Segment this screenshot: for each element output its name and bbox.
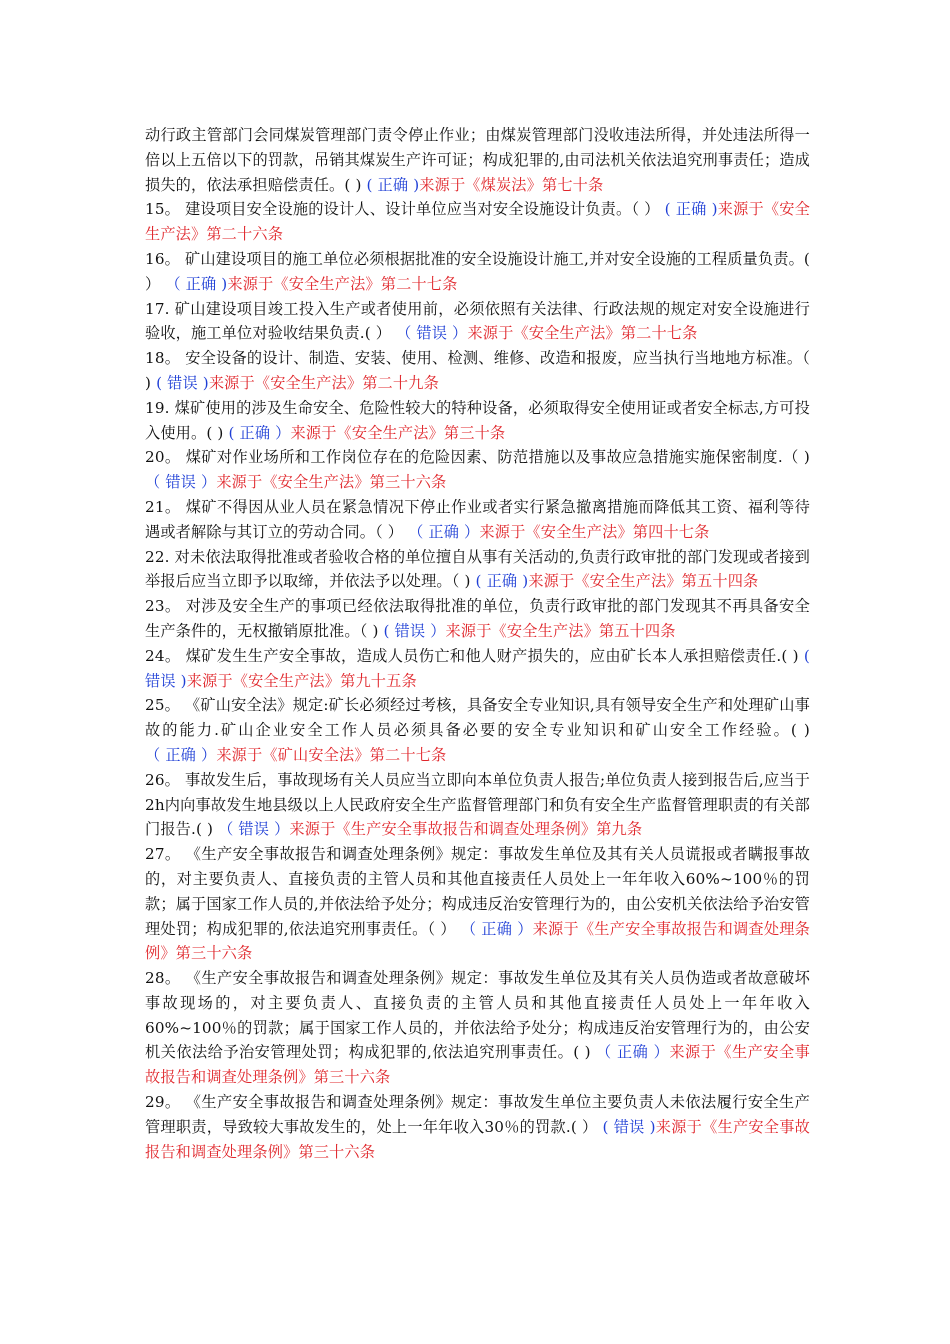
item-number: 26。	[145, 770, 181, 789]
item-number: 25。	[145, 696, 181, 715]
answer-label: （ 错误 ）	[218, 820, 290, 839]
source-citation: 来源于《生产安全事故报告和调查处理条例》第九条	[289, 820, 643, 839]
item-text: 煤矿发生生产安全事故，造成人员伤亡和他人财产损失的，应由矿长本人承担赔偿责任.( )	[180, 646, 804, 665]
source-citation: 来源于《安全生产法》第二十九条	[208, 373, 439, 392]
list-item	[145, 545, 810, 595]
item-text: 《生产安全事故报告和调查处理条例》规定：事故发生单位及其有关人员谎报或者瞒报事故的，对主要负责人、直接负责的主管人员和其他直接责任人员处上一年年收入60%~100％的罚款；属于国家工作人员的,并依法给予处分；构成违反治安管理行为的，由公安机关依法给予治安管理处罚；构成犯罪的,依法追究刑事责任。（ ）	[145, 845, 810, 938]
list-item	[145, 966, 810, 1090]
item-number: 24。	[145, 646, 181, 665]
source-citation: 来源于《安全生产法》第三十条	[290, 423, 506, 442]
answer-label: ( 正确 ）	[228, 423, 291, 442]
list-item	[145, 396, 810, 446]
item-number: 23。	[145, 597, 181, 616]
source-citation: 来源于《生产安全事故报告和调查处理条例》第三十六条	[145, 1117, 811, 1161]
source-citation: 来源于《生产安全事故报告和调查处理条例》第三十六条	[145, 919, 810, 963]
item-number: 28。	[145, 969, 181, 988]
item-number: 20。	[145, 448, 181, 467]
item-number: 17.	[145, 299, 170, 318]
item-text: 矿山建设项目竣工投入生产或者使用前，必须依照有关法律、行政法规的规定对安全设施进行验收，施工单位对验收结果负责.( ）	[145, 299, 810, 343]
list-item	[145, 495, 810, 545]
item-number: 18。	[145, 349, 181, 368]
item-number: 21。	[145, 497, 181, 516]
item-text: 《生产安全事故报告和调查处理条例》规定：事故发生单位主要负责人未依法履行安全生产管理职责，导致较大事故发生的，处上一年年收入30％的罚款.( ）	[145, 1093, 810, 1136]
source-citation: 来源于《安全生产法》第九十五条	[186, 671, 417, 690]
list-item	[145, 197, 810, 247]
list-item	[145, 768, 810, 842]
item-text: 对未依法取得批准或者验收合格的单位擅自从事有关活动的,负责行政审批的部门发现或者接到举报后应当立即予以取缔，并依法予以处理。（ )	[145, 547, 810, 591]
answer-label: ( 错误 )	[156, 373, 209, 392]
source-citation: 来源于《安全生产法》第二十六条	[145, 200, 811, 244]
source-citation: 来源于《矿山安全法》第二十七条	[216, 745, 447, 764]
item-text: 矿山建设项目的施工单位必须根据批准的安全设施设计施工,并对安全设施的工程质量负责。( ）	[145, 249, 811, 293]
list-item	[145, 644, 810, 694]
document-page	[145, 123, 810, 1164]
list-item	[145, 247, 810, 297]
item-text: 《生产安全事故报告和调查处理条例》规定：事故发生单位及其有关人员伪造或者故意破坏事故现场的，对主要负责人、直接负责的主管人员和其他直接责任人员处上一年年收入60%~100％的罚款；属于国家工作人员的，并依法给予处分；构成违反治安管理行为的，由公安机关依法给予治安管理处罚；构成犯罪的,依法追究刑事责任。( )	[145, 969, 810, 1062]
answer-label: ( 正确 )	[475, 572, 529, 591]
item-number: 16。	[145, 249, 180, 268]
item-text: 安全设备的设计、制造、安装、使用、检测、维修、改造和报废，应当执行当地地方标准。（ )	[145, 349, 810, 392]
list-item	[145, 594, 810, 644]
item-text: 建设项目安全设施的设计人、设计单位应当对安全设施设计负责。（ ）	[180, 200, 665, 219]
item-text: 煤矿不得因从业人员在紧急情况下停止作业或者实行紧急撤离措施而降低其工资、福利等待遇或者解除与其订立的劳动合同。（ ）	[145, 497, 810, 541]
answer-label: （ 错误 ）	[396, 324, 468, 343]
item-number: 29。	[145, 1093, 181, 1112]
item-text: 对涉及安全生产的事项已经依法取得批准的单位，负责行政审批的部门发现其不再具备安全生产条件的，无权撤销原批准。（ )	[145, 597, 810, 640]
item-text: 《矿山安全法》规定:矿长必须经过考核，具备安全专业知识,具有领导安全生产和处理矿山事故的能力.矿山企业安全工作人员必须具备必要的安全专业知识和矿山安全工作经验。( )	[145, 696, 810, 740]
answer-label: ( 正确 )	[366, 175, 420, 194]
list-item	[145, 1090, 810, 1164]
list-item	[145, 346, 810, 396]
item-number: 27。	[145, 845, 181, 864]
list-item	[145, 445, 810, 495]
list-item	[145, 693, 810, 767]
source-citation: 来源于《煤炭法》第七十条	[419, 175, 604, 194]
item-number: 15。	[145, 200, 181, 219]
item-number: 22.	[145, 547, 170, 566]
answer-label: ( 错误 )	[602, 1117, 656, 1136]
answer-label: ( 错误 )	[145, 646, 810, 690]
list-item	[145, 123, 810, 197]
source-citation: 来源于《安全生产法》第四十七条	[479, 522, 710, 541]
source-citation: 来源于《安全生产法》第三十六条	[216, 473, 447, 492]
answer-label: ( 错误 ）	[383, 621, 446, 640]
answer-label: （ 正确 ）	[145, 745, 217, 764]
answer-label: （ 正确 ）	[596, 1043, 670, 1062]
item-text: 煤矿对作业场所和工作岗位存在的危险因素、防范措施以及事故应急措施实施保密制度.（ )	[180, 448, 811, 467]
source-citation: 来源于《安全生产法》第五十四条	[445, 621, 676, 640]
source-citation: 来源于《安全生产法》第二十七条	[467, 324, 698, 343]
answer-label: （ 正确 ）	[460, 919, 533, 938]
list-item	[145, 297, 810, 347]
answer-label: （ 正确 )	[165, 274, 228, 293]
source-citation: 来源于《安全生产法》第二十七条	[227, 274, 458, 293]
list-item	[145, 842, 810, 966]
answer-label: ( 正确 )	[664, 200, 718, 219]
answer-label: （ 正确 ）	[408, 522, 480, 541]
item-text: 事故发生后，事故现场有关人员应当立即向本单位负责人报告;单位负责人接到报告后,应当于2h内向事故发生地县级以上人民政府安全生产监督管理部门和负有安全生产监督管理职责的有关部门报告.( )	[145, 770, 810, 839]
source-citation: 来源于《安全生产法》第五十四条	[528, 572, 759, 591]
item-number: 19.	[145, 398, 170, 417]
item-text: 动行政主管部门会同煤炭管理部门责令停止作业；由煤炭管理部门没收违法所得，并处违法所得一倍以上五倍以下的罚款，吊销其煤炭生产许可证；构成犯罪的,由司法机关依法追究刑事责任；造成损失的，依法承担赔偿责任。( )	[145, 126, 810, 194]
source-citation: 来源于《生产安全事故报告和调查处理条例》第三十六条	[145, 1043, 810, 1087]
item-text: 煤矿使用的涉及生命安全、危险性较大的特种设备，必须取得安全使用证或者安全标志,方可投入使用。( )	[145, 398, 810, 442]
answer-label: （ 错误 ）	[145, 473, 217, 492]
